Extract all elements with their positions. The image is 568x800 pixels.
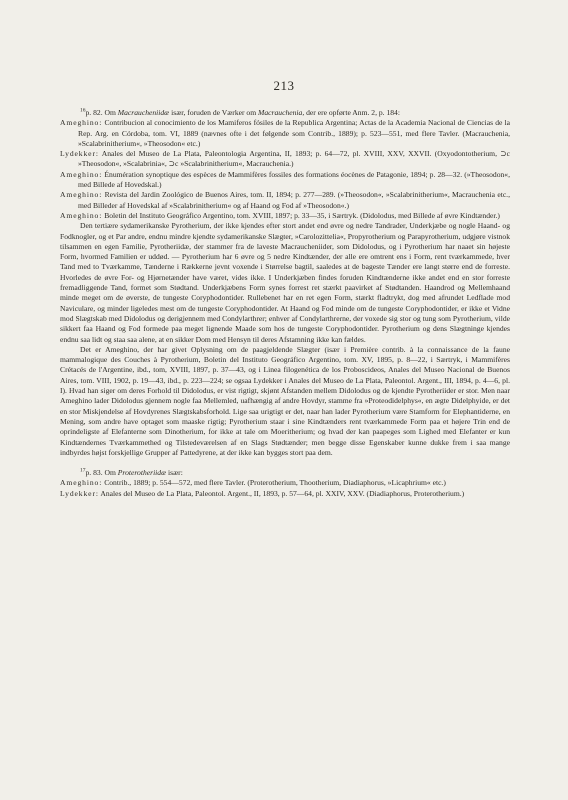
page-content [60,108,510,499]
reference-entry: Lydekker: Anales del Museo de La Plata, Paleontol. Argent., II, 1893, p. 57—64, pl. XXIV, XXV. (Diadiaphorus, Proterotherium.) [60,488,465,498]
reference-entry: Ameghino: Revista del Jardin Zoológico de Buenos Aires, tom. II, 1894; p. 277—289. (»Theosodon«, »Scalabrinitherium«, Macrauchenia etc., med Billeder af Hovedskal af »Scalabrinitherium« og af Haand og Fod af »Theosodon«.) [60,190,510,210]
note-17-number: 17 [80,467,86,474]
note-16-heading: $^{16}$p. 82. Om Macraucheniidæ især, foruden de Værker om Macrauchenia, der ere opførte Anm. 2, p. 184: [80,107,400,117]
note-16-number: 16 [80,107,86,114]
note-spacer [60,458,510,468]
reference-entry: Lydekker: Anales del Museo de La Plata, Paleontologia Argentina, II, 1893; p. 64—72, pl. XVIII, XXV, XXVII. (Oxyodontotherium, ⊃c »Theosodon«, »Scalabrinia«, ⊃c »Scalabrinitherium«, Macrauchenia.) [60,149,510,169]
body-paragraph: Den tertiære sydamerikanske Pyrotherium, der ikke kjendes efter stort andet end øvre og nedre Tandrader, Underkjæbe og nogle Haand- og Fodknogler, og et Par andre, endnu mindre kjendte sydamerikanske Slægter, »Carolozittelia«, Propyrotherium og Parapyrotherium, udgjøre vistnok tilsammen en egen Familie, Pyrotheriidæ, der stammer fra de laveste Macraucheniider, som Didolodus, og i Pyrotherium har naaet sin højeste Form, hvormed Familien er uddød. — Pyrotherium har 6 øvre og 5 nedre Kindtænder, der alle ere omtrent ens i Form, rent tværkammede, hver Tand med to Tværkamme, Tænderne i Rækkerne jevnt voxende i Størrelse bagtil, saaledes at de bageste Tænder ere langt større end de forreste. Hvorledes de øvre For- og Hjørnetænder have været, vides ikke. I Underkjæben findes foruden Kindtænderne ikke andet end en stor forreste fremadliggende Tand, formet som Stødtand. Underkjæbens Form synes forrest ret stærkt paavirket af Stødtanden. Haandrod og Mellemhaand minde meget om de øverste, de tungeste Coryphodontider. Rullebenet har en ret egen Form, stærkt fladtrykt, dog med afrundet Ledflade mod Naviculare, og minder ligeledes mest om de tungeste Coryphodontider. At Haand og Fod minde om de tungeste Coryphodontider, er ikke et Vidne mod Slægtskab med Didolodus og derigjennem med Condylarthrer; enhver af Condylarthrerne, der voxede sig stor og tung som Pyrotherium, vilde sikkert faa Haand og Fod formede paa meget lignende Maade som hos de tungeste Coryphodontider. Pyrotherium og dens Slægtninge kjendes endnu saa lidt og staa saa alene, at en sikker Dom med Hensyn til deres Afstamning ikke kan fældes. [60,221,510,344]
reference-entry: Ameghino: Contribucion al conocimiento de los Mamiferos fósiles de la Republica Argentina; Actas de la Academia Nacional de Ciencias de la Rep. Arg. en Córdoba, tom. VI, 1889 (nævnes ofte i det følgende som Contrib., 1889); p. 523—551, med flere Tavler. (Macrauchenia, »Scalabrinitherium«, »Theosodon« etc.) [60,118,510,148]
reference-entry: Ameghino: Contrib., 1889; p. 554—572, med flere Tavler. (Proterotherium, Thootherium, Diadiaphorus, »Licaphrium« etc.) [60,478,446,488]
note-17-heading: $^{17}$p. 83. Om Proterotheriidæ især: [80,467,183,478]
reference-entry: Ameghino: Énumération synoptique des espèces de Mammifères fossiles des formations éocènes de Patagonie, 1894; p. 28—32. (»Theosodon«, med Billede af Hovedskal.) [60,169,510,190]
body-paragraph: Det er Ameghino, der har givet Oplysning om de paagjeldende Slægter (især i Première contrib. à la connaissance de la faune mammalogique des Couches à Pyrotherium, Boletin del Instituto Geográfico Argentino, tom. XV, 1895, p. 8—22, i Særtryk, i Mammifères Crétacés de l'Argentine, ibd., tom, XVIII, 1897, p. 37—43, og i Linea filogenética de los Proboscideos, Anales del Museo Nacional de Buenos Aires, tom. VIII, 1902, p. 19—43, ibd., p. 223—224; se ogsaa Lydekker i Anales del Museo de La Plata, Paleontol. Argent., III, 1894, p. 4—6, pl. I). Hvad han siger om deres Forhold til Didolodus, er vist rigtigt, skjønt Afstanden mellem Didolodus og de kjendte Pyrotheriider er stor. Men naar Ameghino lader Didolodus gjennem nogle faa Mellemled, uafhængig af andre Hovdyr, stamme fra »Proteodidelphys«, en ægte Didelphyide, er det en stor Miskjendelse af Hovdyrenes Slægtskabsforhold. Lige saa urigtigt er det, naar han lader Pyrotherium være Stamform for Elephantiderne, en Mening, som andre have optaget som maaske rigtig; Pyrotherium staar i sine Kindtænders rent tværkammede Form paa et højere Trin end de oprindeligste af Elefanterne som Dinotherium, for ikke at tale om Moeritherium; og hvad der kan paapeges som Lighed med Elefanter er kun Kindtændernes Tværkammethed og Tilstedeværelsen af en Slags Stødtænder; men begge disse Egenskaber kunne dukke frem i saa mange indbyrdes højst forskjellige Grupper af Pattedyrene, at der ikke kan bygges stort paa dem. [60,344,510,457]
reference-entry: Ameghino: Boletin del Instituto Geográfico Argentino, tom. XVIII, 1897; p. 33—35, i Særtryk. (Didolodus, med Billede af øvre Kindtænder.) [60,210,500,220]
page-number: 213 [273,78,295,93]
